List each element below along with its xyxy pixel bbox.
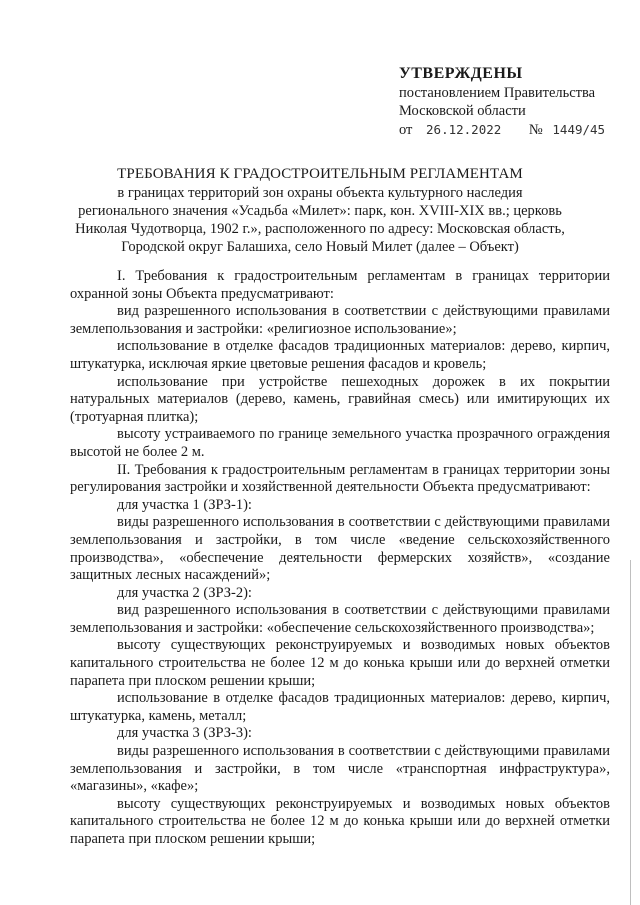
- requirement-paragraph: использование в отделке фасадов традиционных материалов: дерево, кирпич, штукатурка, исключая яркие цветовые решения фасадов и кровель;: [70, 338, 610, 372]
- title-subline-1: в границах территорий зон охраны объекта культурного наследия: [117, 185, 523, 201]
- requirement-paragraph: использование при устройстве пешеходных дорожек в их покрытии натуральных материалов (дерево, камень, гравийная смесь) или имитирующих их (тротуарная плитка);: [70, 373, 610, 425]
- section-1-intro: I. Требования к градостроительным регламентам в границах территории охранной зоны Объекта предусматривают:: [70, 268, 610, 302]
- document-title-block: [40, 164, 600, 256]
- approval-stamp: УТВЕРЖДЕНЫ: [399, 65, 523, 82]
- section-2-intro: II. Требования к градостроительным регламентам в границах территории зоны регулирования застройки и хозяйственной деятельности Объекта предусматривают:: [70, 461, 610, 496]
- requirement-paragraph: высоту устраиваемого по границе земельного участка прозрачного ограждения высотой не более 2 м.: [70, 426, 610, 460]
- zone-3-label: для участка 3 (ЗРЗ-3):: [117, 725, 252, 742]
- approval-line-2: Московской области: [399, 103, 526, 119]
- approval-date: 26.12.2022: [426, 122, 502, 137]
- scan-edge-line: [630, 560, 631, 905]
- approval-line-1: постановлением Правительства: [399, 85, 596, 101]
- requirement-paragraph: вид разрешенного использования в соответствии с действующими правилами землепользования и застройки: «обеспечение сельскохозяйственного производства»;: [70, 602, 610, 636]
- number-label: №: [528, 122, 543, 138]
- zone-2-label: для участка 2 (ЗРЗ-2):: [117, 584, 252, 601]
- requirement-paragraph: виды разрешенного использования в соответствии с действующими правилами землепользования и застройки, в том числе «ведение сельскохозяйственного производства», «обеспечение деятельности фермерских хозяйств», «создание защитных лесных насаждений»;: [70, 514, 610, 584]
- title-subline-4: Городской округ Балашиха, село Новый Милет (далее – Объект): [121, 239, 519, 255]
- title-subline-2: регионального значения «Усадьба «Милет»: парк, кон. XVIII-XIX вв.; церковь: [78, 203, 562, 219]
- zone-1-label: для участка 1 (ЗРЗ-1):: [117, 496, 252, 513]
- approval-date-row: [399, 120, 634, 140]
- requirement-paragraph: виды разрешенного использования в соответствии с действующими правилами землепользования и застройки, в том числе «транспортная инфраструктура», «магазины», «кафе»;: [70, 743, 610, 795]
- document-body: [70, 268, 610, 849]
- approval-block: [399, 64, 634, 140]
- document-title: ТРЕБОВАНИЯ К ГРАДОСТРОИТЕЛЬНЫМ РЕГЛАМЕНТАМ: [117, 166, 523, 182]
- requirement-paragraph: высоту существующих реконструируемых и возводимых новых объектов капитального строительства не более 12 м до конька крыши или до верхней отметки парапета при плоском решении крыши;: [70, 637, 610, 689]
- title-subline-3: Николая Чудотворца, 1902 г.», расположенного по адресу: Московская область,: [75, 221, 565, 237]
- approval-number: 1449/45: [552, 122, 606, 137]
- requirement-paragraph: высоту существующих реконструируемых и возводимых новых объектов капитального строительства не более 12 м до конька крыши или до верхней отметки парапета при плоском решении крыши;: [70, 795, 610, 847]
- date-prefix: от: [399, 122, 413, 138]
- requirement-paragraph: вид разрешенного использования в соответствии с действующими правилами землепользования и застройки: «религиозное использование»;: [70, 303, 610, 337]
- requirement-paragraph: использование в отделке фасадов традиционных материалов: дерево, кирпич, штукатурка, камень, металл;: [70, 690, 610, 724]
